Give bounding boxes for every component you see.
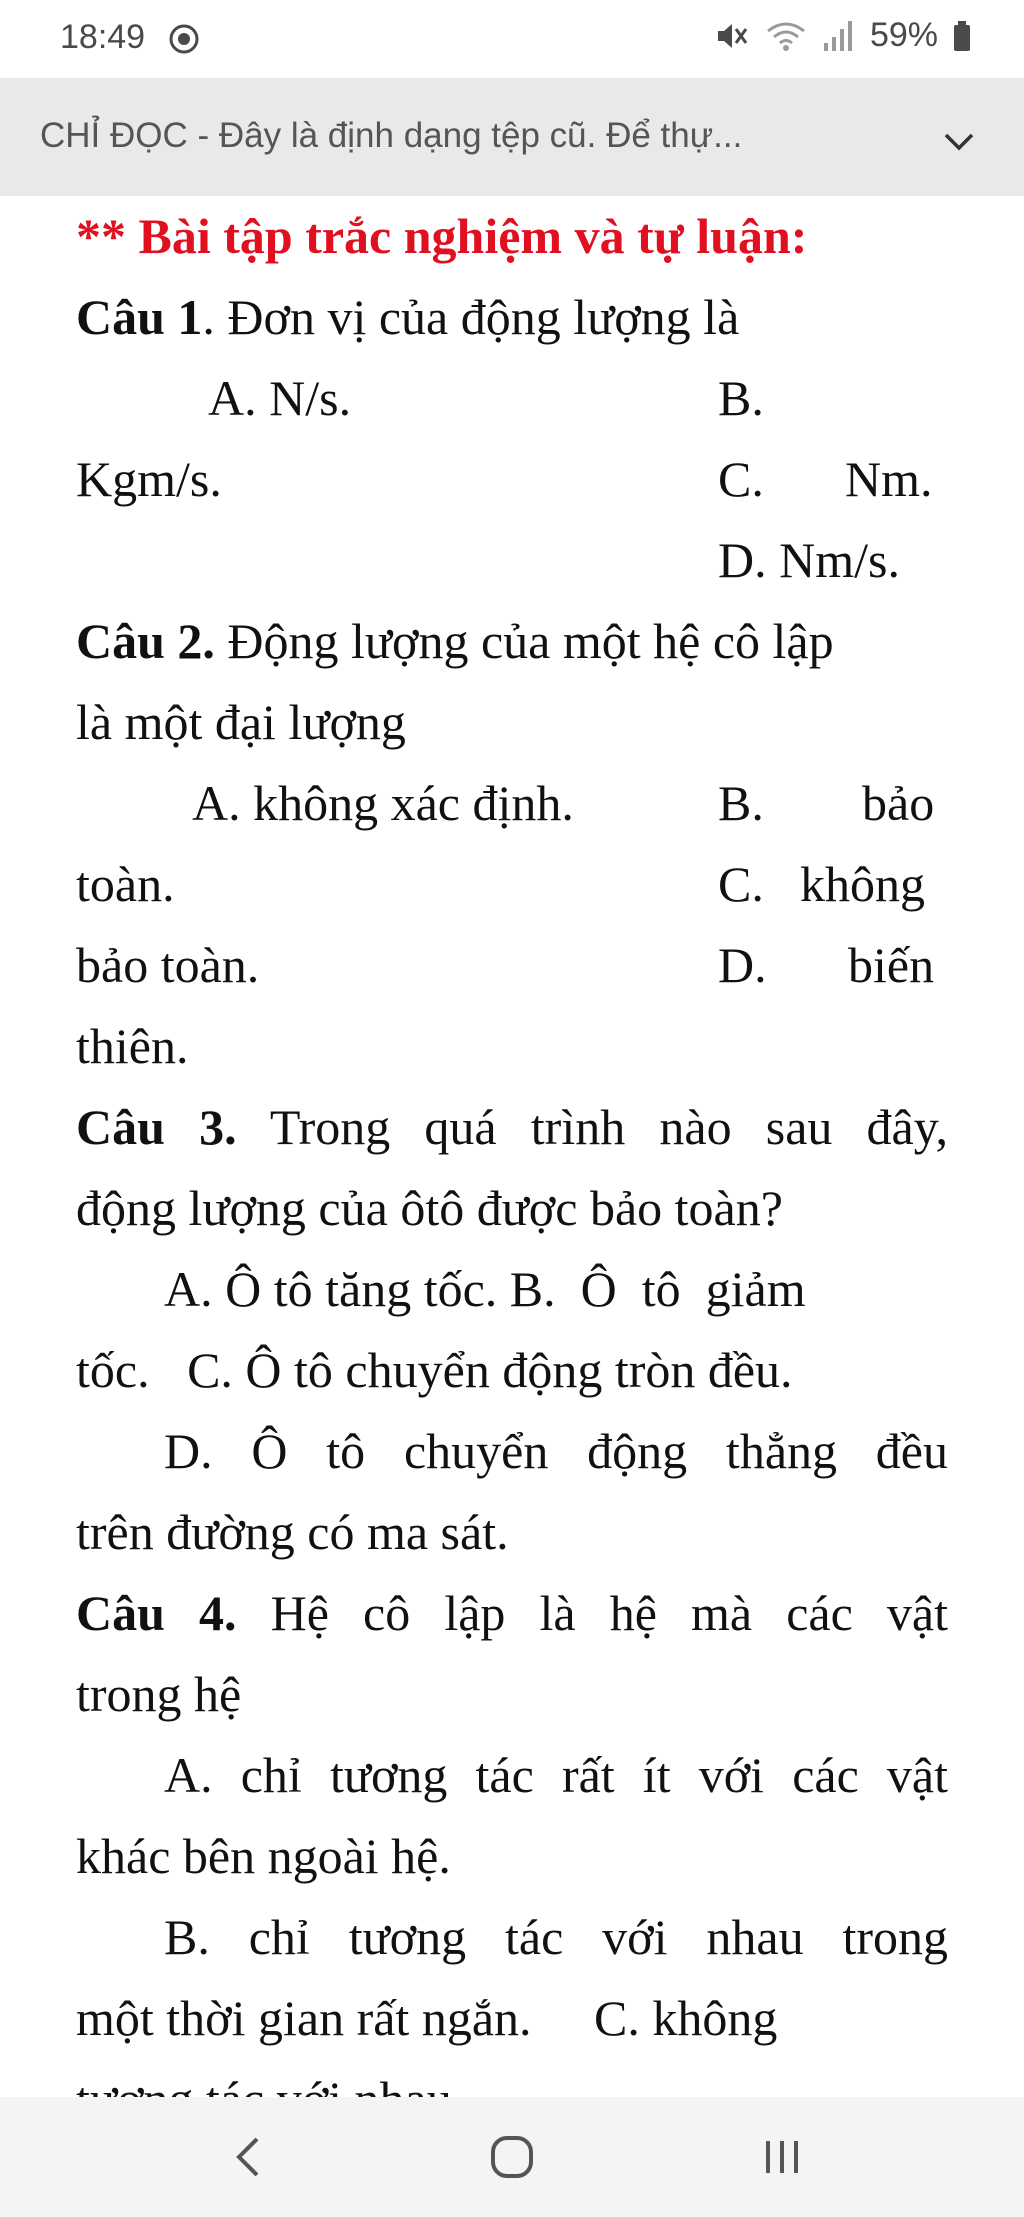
battery-icon <box>952 19 972 53</box>
option-d-cont: trên đường có ma sát. <box>76 1504 509 1560</box>
read-only-banner[interactable] <box>0 78 1024 196</box>
option-d-value: biến <box>848 937 935 993</box>
option-b: B. <box>718 775 764 831</box>
question-label: Câu 4. <box>76 1585 237 1641</box>
option-a: A. không xác định. <box>192 775 574 831</box>
question-text: . Đơn vị của động lượng là <box>202 289 740 345</box>
option-d: D. <box>718 937 767 993</box>
question-text: Hệ cô lập là hệ mà các vật <box>236 1585 948 1641</box>
status-icons <box>714 16 972 55</box>
question-label: Câu 3. <box>76 1099 237 1155</box>
status-time: 18:49 <box>60 18 146 56</box>
option-c: C. <box>718 451 764 507</box>
question-2 <box>0 601 1024 682</box>
option-d: D. Nm/s. <box>718 532 900 588</box>
option-c: C. <box>718 856 764 912</box>
options-line: một thời gian rất ngắn. C. không <box>76 1990 778 2046</box>
options-line: A. Ô tô tăng tốc. B. Ô tô giảm <box>164 1261 806 1317</box>
options-line: tốc. C. Ô tô chuyển động tròn đều. <box>76 1342 793 1398</box>
question-1 <box>0 277 1024 358</box>
back-icon[interactable] <box>218 2127 278 2187</box>
question-label: Câu 2. <box>76 613 215 669</box>
option-a-cont: khác bên ngoài hệ. <box>76 1828 451 1884</box>
section-heading: ** Bài tập trắc nghiệm và tự luận: <box>76 208 808 264</box>
navigation-bar <box>0 2097 1024 2217</box>
option-d-value-cont: thiên. <box>76 1018 189 1074</box>
wifi-icon <box>764 19 808 53</box>
question-text: Động lượng của một hệ cô lập <box>214 613 834 669</box>
question-3 <box>0 1087 1024 1168</box>
option-b-value: bảo <box>862 775 935 831</box>
question-label: Câu 1 <box>76 289 203 345</box>
signal-icon <box>822 19 856 53</box>
option-b-value-cont: toàn. <box>76 856 175 912</box>
sync-icon <box>168 23 200 55</box>
option-a: A. N/s. <box>208 370 352 426</box>
battery-percent: 59% <box>869 16 938 54</box>
option-b-value: Kgm/s. <box>76 451 222 507</box>
recents-icon[interactable] <box>752 2127 812 2187</box>
question-text-cont: động lượng của ôtô được bảo toàn? <box>76 1180 783 1236</box>
option-a: A. chỉ tương tác rất ít với các vật <box>164 1747 948 1803</box>
question-text: Trong quá trình nào sau đây, <box>236 1099 948 1155</box>
home-icon[interactable] <box>482 2127 542 2187</box>
read-only-banner-text: CHỈ ĐỌC - Đây là định dạng tệp cũ. Để thự... <box>40 116 743 155</box>
question-text-cont: trong hệ <box>76 1666 242 1722</box>
document-content <box>0 196 1024 2096</box>
status-bar <box>0 0 1024 78</box>
option-c-value-cont: bảo toàn. <box>76 937 260 993</box>
option-d: D. Ô tô chuyển động thẳng đều <box>164 1423 948 1479</box>
mute-icon <box>714 19 750 53</box>
option-b: B. chỉ tương tác với nhau trong <box>164 1909 948 1965</box>
option-c-value: Nm. <box>845 451 933 507</box>
chevron-down-icon[interactable] <box>942 124 976 150</box>
question-text-cont: là một đại lượng <box>76 694 406 750</box>
option-b: B. <box>718 370 764 426</box>
question-4 <box>0 1573 1024 1654</box>
option-c-value: không <box>800 856 925 912</box>
